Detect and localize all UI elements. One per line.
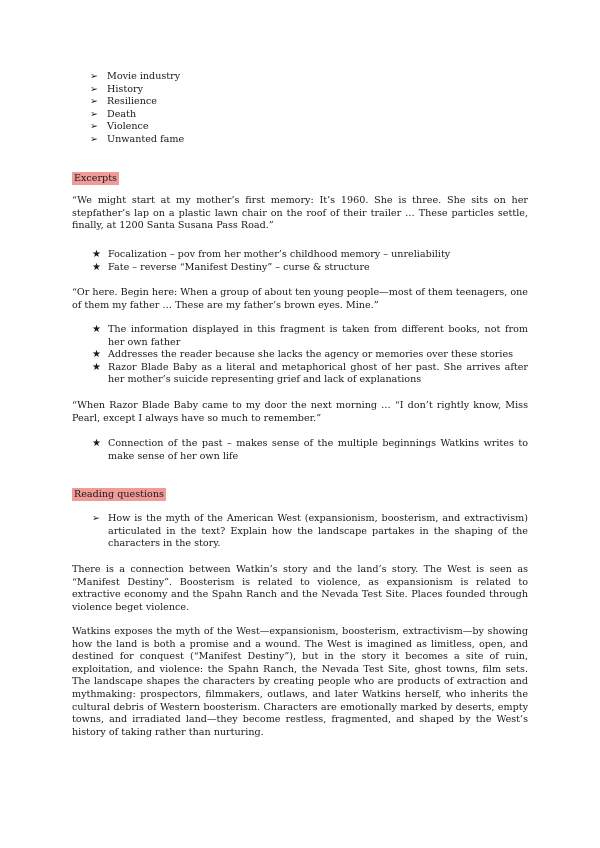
list-item: ★ The information displayed in this fragment is taken from different books, not from her own father <box>92 324 528 349</box>
excerpt-notes-3 <box>92 438 528 463</box>
reading-questions-heading: Reading questions <box>74 489 164 500</box>
answer-paragraph-2: Watkins exposes the myth of the West—expansionism, boosterism, extractivism—by showing how the land is both a promise and a wound. The West is imagined as limitless, open, and destined for conquest (“Manifest Destiny”), but in the story it becomes a site of ruin, exploitation, and violence: the Spahn Ranch, the Nevada Test Site, ghost towns, film sets. The landscape shapes the characters by creating people who are products of extraction and mythmaking: prospectors, filmmakers, outlaws, and later Watkins herself, who inherits the cultural debris of Western boosterism. Characters are emotionally marked by deserts, empty towns, and irradiated land—they become restless, fragmented, and shaped by the West’s history of taking rather than nurturing. <box>72 626 528 738</box>
excerpt-quote-1: “We might start at my mother’s first memory: It’s 1960. She is three. She sits on her stepfather’s lap on a plastic lawn chair on the roof of their trailer … These particles settle, finally, at 1200 Santa Susana Pass Road.” <box>72 195 528 232</box>
list-item: ➢ Death <box>90 109 184 122</box>
excerpts-heading: Excerpts <box>74 173 117 184</box>
list-item: ➢ History <box>90 84 184 97</box>
excerpt-notes-1 <box>92 249 528 274</box>
list-item: ➢ How is the myth of the American West (expansionism, boosterism, and extractivism) articulated in the text? Explain how the landscape partakes in the shaping of the characters in the story. <box>92 513 528 551</box>
excerpt-quote-3: “When Razor Blade Baby came to my door the next morning … “I don’t rightly know, Miss Pearl, except I always have so much to remember.” <box>72 400 528 424</box>
list-item: ★ Focalization – pov from her mother’s childhood memory – unreliability <box>92 249 528 262</box>
list-item: ➢ Unwanted fame <box>90 134 184 147</box>
list-item: ★ Connection of the past – makes sense of the multiple beginnings Watkins writes to make sense of her own life <box>92 438 528 463</box>
excerpt-quote-2: “Or here. Begin here: When a group of about ten young people—most of them teenagers, one of them my father … These are my father’s brown eyes. Mine.” <box>72 287 528 311</box>
list-item: ★ Razor Blade Baby as a literal and metaphorical ghost of her past. She arrives after her mother’s suicide representing grief and lack of explanations <box>92 362 528 387</box>
answer-paragraph-1: There is a connection between Watkin’s story and the land’s story. The West is seen as “Manifest Destiny”. Boosterism is related to violence, as expansionism is related to extractive economy and the Spahn Ranch and the Nevada Test Site. Places founded through violence beget violence. <box>72 564 528 613</box>
list-item: ➢ Violence <box>90 121 184 134</box>
question-list <box>92 513 528 551</box>
topic-list <box>90 71 184 147</box>
list-item: ★ Addresses the reader because she lacks the agency or memories over these stories <box>92 349 528 362</box>
list-item: ★ Fate – reverse “Manifest Destiny” – curse & structure <box>92 262 528 275</box>
list-item: ➢ Movie industry <box>90 71 184 84</box>
excerpt-notes-2 <box>92 324 528 387</box>
list-item: ➢ Resilience <box>90 96 184 109</box>
